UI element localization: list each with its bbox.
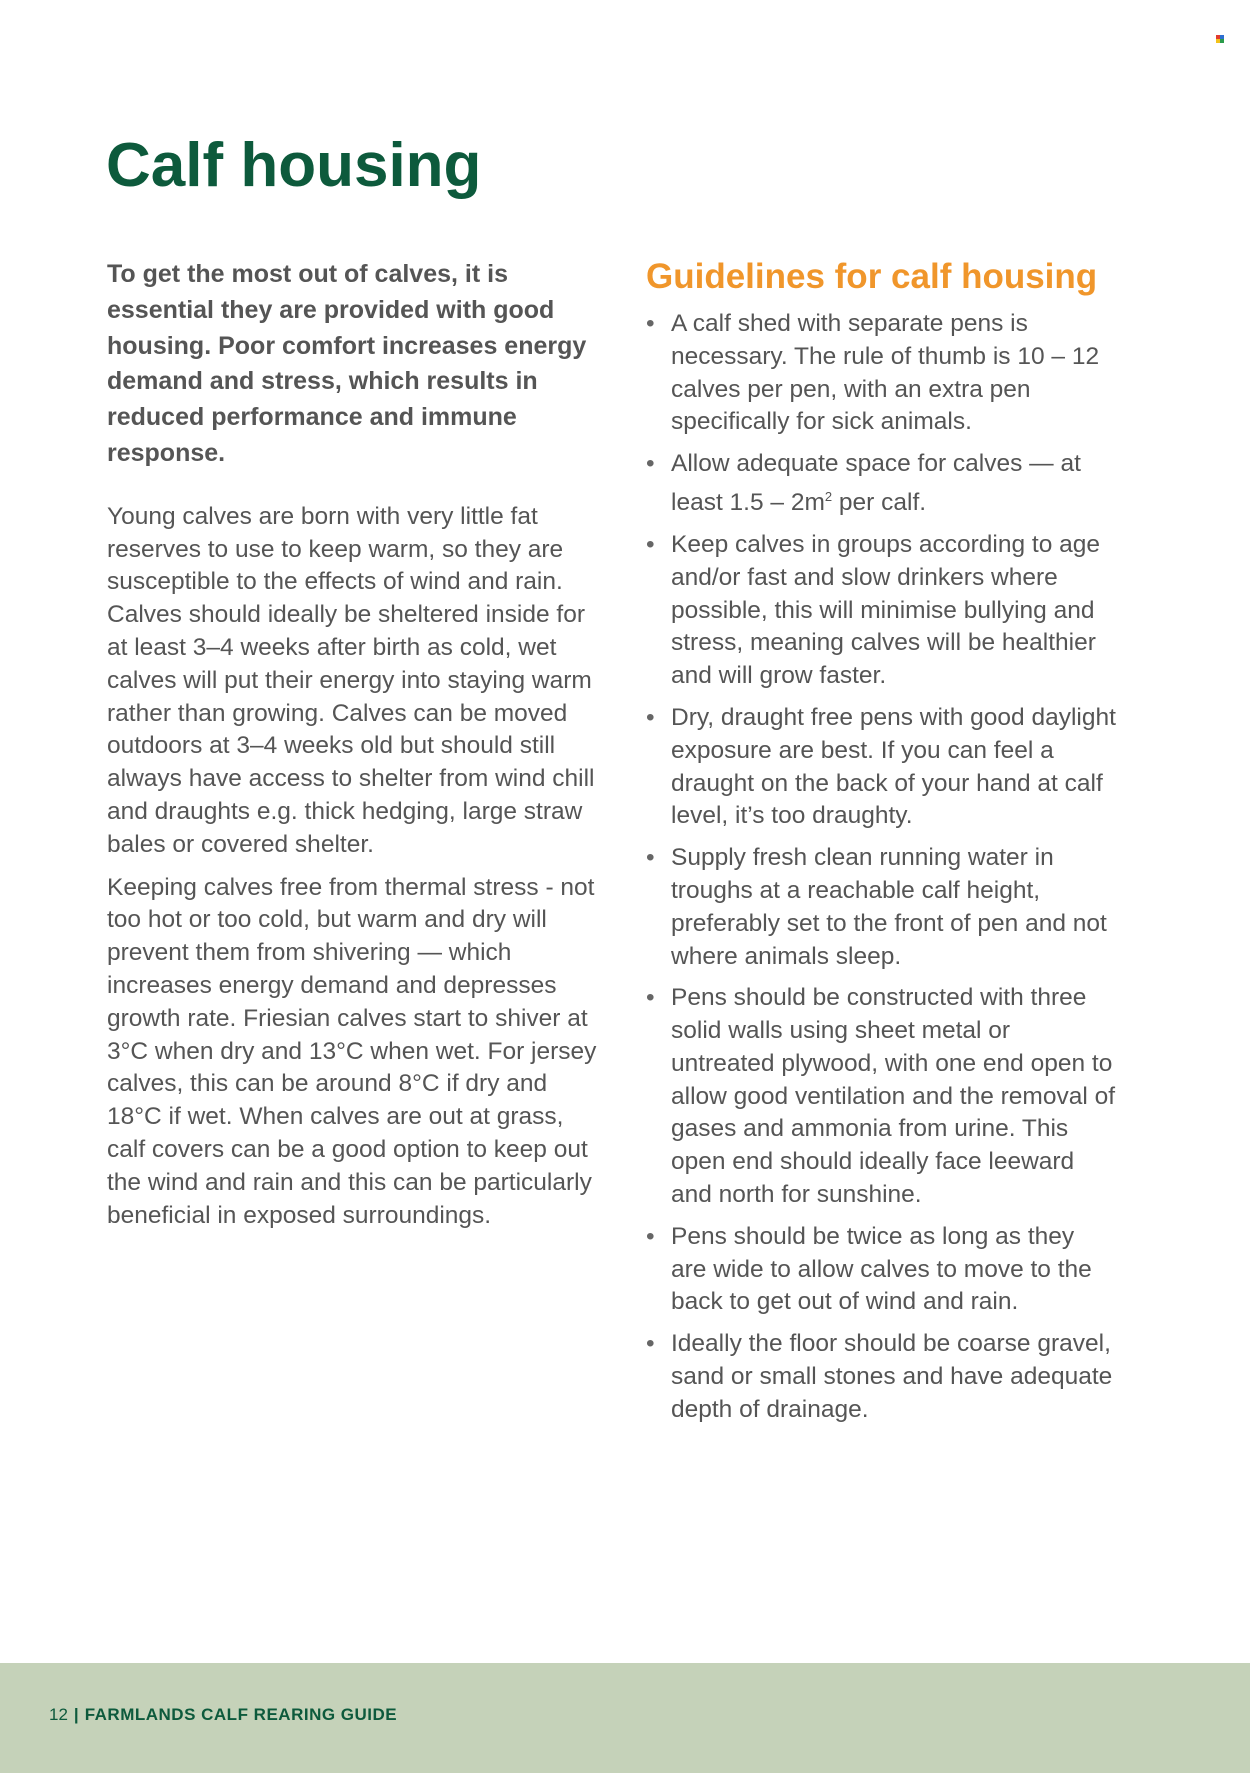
corner-color-mark [1216, 35, 1224, 43]
bullet-icon: • [646, 703, 655, 731]
body-paragraph-2: Keeping calves free from thermal stress - not too hot or too cold, but warm and dry will prevent them from shivering — which increases energy demand and depresses growth rate. Friesian calves start to shiver at 3°C when dry and 13°C when wet. For jersey calves, this can be around 8°C if dry and 18°C if wet. When calves are out at grass, calf covers can be a good option to keep out the wind and rain and this can be particularly beneficial in exposed surroundings. [107, 873, 597, 1229]
footer-band [0, 1663, 1250, 1773]
list-item-text: Pens should be constructed with three solid walls using sheet metal or untreated plywood, with one end open to allow good ventilation and the removal of gases and ammonia from urine. This open end should ideally face leeward and north for sunshine. [671, 984, 1116, 1209]
page-title: Calf housing [106, 131, 482, 200]
list-item [646, 529, 1116, 693]
list-item [646, 1221, 1116, 1319]
guidelines-list [646, 308, 1116, 1427]
footer-text [49, 1705, 397, 1725]
body-paragraph-1: Young calves are born with very little fat reserves to use to keep warm, so they are susceptible to the effects of wind and rain. Calves should ideally be sheltered inside for at least 3–4 weeks after birth as cold, wet calves will put their energy into staying warm rather than growing. Calves can be moved outdoors at 3–4 weeks old but should still always have access to shelter from wind chill and draughts e.g. thick hedging, large straw bales or covered shelter. [107, 502, 595, 858]
superscript: 2 [824, 488, 833, 504]
bullet-icon: • [646, 530, 655, 558]
list-item-text: Ideally the floor should be coarse gravel, sand or small stones and have adequate depth of drainage. [671, 1330, 1113, 1423]
guidelines-heading: Guidelines for calf housing [646, 257, 1098, 296]
bullet-icon: • [646, 310, 655, 337]
list-item-text: Pens should be twice as long as they are wide to allow calves to move to the back to get out of wind and rain. [671, 1222, 1092, 1316]
list-item-text: Keep calves in groups according to age and/or fast and slow drinkers where possible, this will minimise bullying and stress, meaning calves will be healthier and will grow faster. [671, 530, 1101, 690]
list-item [646, 448, 1116, 520]
bullet-icon: • [646, 1330, 655, 1358]
list-item-text: Supply fresh clean running water in troughs at a reachable calf height, preferably set to the front of pen and not where animals sleep. [671, 844, 1107, 970]
page-number: 12 [49, 1705, 68, 1724]
footer-separator: | [73, 1705, 79, 1724]
list-item-text: Dry, draught free pens with good daylight exposure are best. If you can feel a draught on the back of your hand at calf level, it’s too draughty. [671, 703, 1116, 830]
list-item [646, 982, 1116, 1212]
bullet-icon: • [646, 1222, 655, 1250]
list-item [646, 308, 1116, 439]
guidelines-section [646, 254, 1116, 1436]
list-item-text: Allow adequate space for calves — at least 1.5 – 2m [671, 450, 1081, 517]
bullet-icon: • [646, 844, 655, 872]
footer-guide-title: FARMLANDS CALF REARING GUIDE [84, 1705, 398, 1724]
list-item [646, 842, 1116, 973]
bullet-icon: • [646, 984, 655, 1012]
bullet-icon: • [646, 450, 655, 478]
list-item [646, 1328, 1116, 1426]
list-item-text-suffix: per calf. [832, 489, 927, 517]
left-column [107, 257, 607, 1242]
list-item [646, 702, 1116, 833]
list-item-text: A calf shed with separate pens is necessary. The rule of thumb is 10 – 12 calves per pen, with an extra pen specifically for sick animals. [671, 310, 1100, 436]
intro-paragraph: To get the most out of calves, it is essential they are provided with good housing. Poor comfort increases energy demand and stress, which results in reduced performance and immune response. [107, 260, 587, 467]
